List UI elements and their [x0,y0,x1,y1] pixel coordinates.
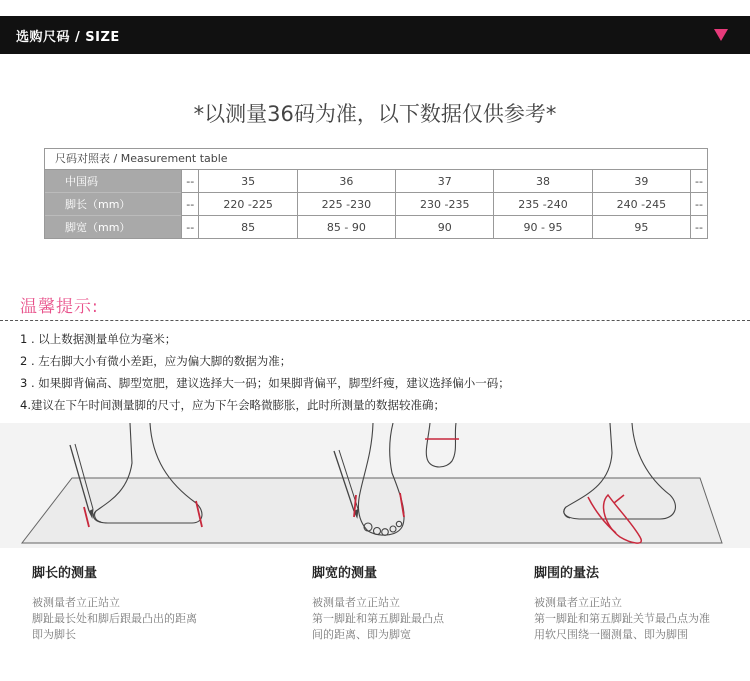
header-title: 选购尺码 / SIZE [16,30,120,45]
table-cell: 85 [199,216,297,239]
table-caption: 尺码对照表 / Measurement table [45,149,707,170]
section-header [0,16,750,54]
table-row [45,193,707,216]
method-desc: 被测量者立正站立 第一脚趾和第五脚趾关节最凸点为准 用软尺围绕一圈测量、即为脚围 [534,596,710,641]
page-subtitle: *以测量36码为准，以下数据仅供参考* [193,102,557,126]
dashed-divider [0,320,750,321]
row-label: 脚长（mm） [45,193,182,216]
row-label: 脚宽（mm） [45,216,182,239]
table-cell: 36 [297,170,395,193]
method-title: 脚宽的测量 [312,566,378,581]
method-desc: 被测量者立正站立 第一脚趾和第五脚趾最凸点 间的距离、即为脚宽 [312,596,444,641]
table-cell: 39 [592,170,690,193]
table-cell: 37 [396,170,494,193]
table-cell: -- [691,216,708,239]
size-grid [45,170,707,238]
table-cell: 95 [592,216,690,239]
table-cell: 38 [494,170,592,193]
foot-measurement-illustration [0,423,750,548]
table-cell: 235 -240 [494,193,592,216]
method-title: 脚长的测量 [32,566,98,581]
table-row [45,170,707,193]
tip-item: 3 . 如果脚背偏高、脚型宽肥，建议选择大一码；如果脚背偏平，脚型纤瘦，建议选择偏小一码； [20,376,510,390]
table-cell: 225 -230 [297,193,395,216]
table-cell: 90 - 95 [494,216,592,239]
row-label: 中国码 [45,170,182,193]
tip-item: 1 . 以上数据测量单位为毫米； [20,332,177,346]
tip-item: 4.建议在下午时间测量脚的尺寸，应为下午会略微膨胀，此时所测量的数据较准确； [20,398,445,412]
table-cell: 240 -245 [592,193,690,216]
table-cell: 85 - 90 [297,216,395,239]
table-cell: -- [691,193,708,216]
table-cell: -- [182,170,199,193]
table-cell: -- [182,216,199,239]
method-circumference [534,562,739,643]
size-table [44,148,708,239]
method-desc: 被测量者立正站立 脚趾最长处和脚后跟最凸出的距离 即为脚长 [32,596,197,641]
triangle-down-icon [714,29,728,41]
table-cell: -- [182,193,199,216]
tips-title: 温馨提示: [20,297,99,317]
table-row [45,216,707,239]
tips-list [20,328,510,416]
table-cell: 230 -235 [396,193,494,216]
table-cell: 220 -225 [199,193,297,216]
table-cell: 35 [199,170,297,193]
method-length [32,562,262,643]
method-width [312,562,542,643]
tip-item: 2 . 左右脚大小有微小差距，应为偏大脚的数据为准； [20,354,292,368]
table-cell: 90 [396,216,494,239]
table-cell: -- [691,170,708,193]
method-title: 脚围的量法 [534,566,600,581]
